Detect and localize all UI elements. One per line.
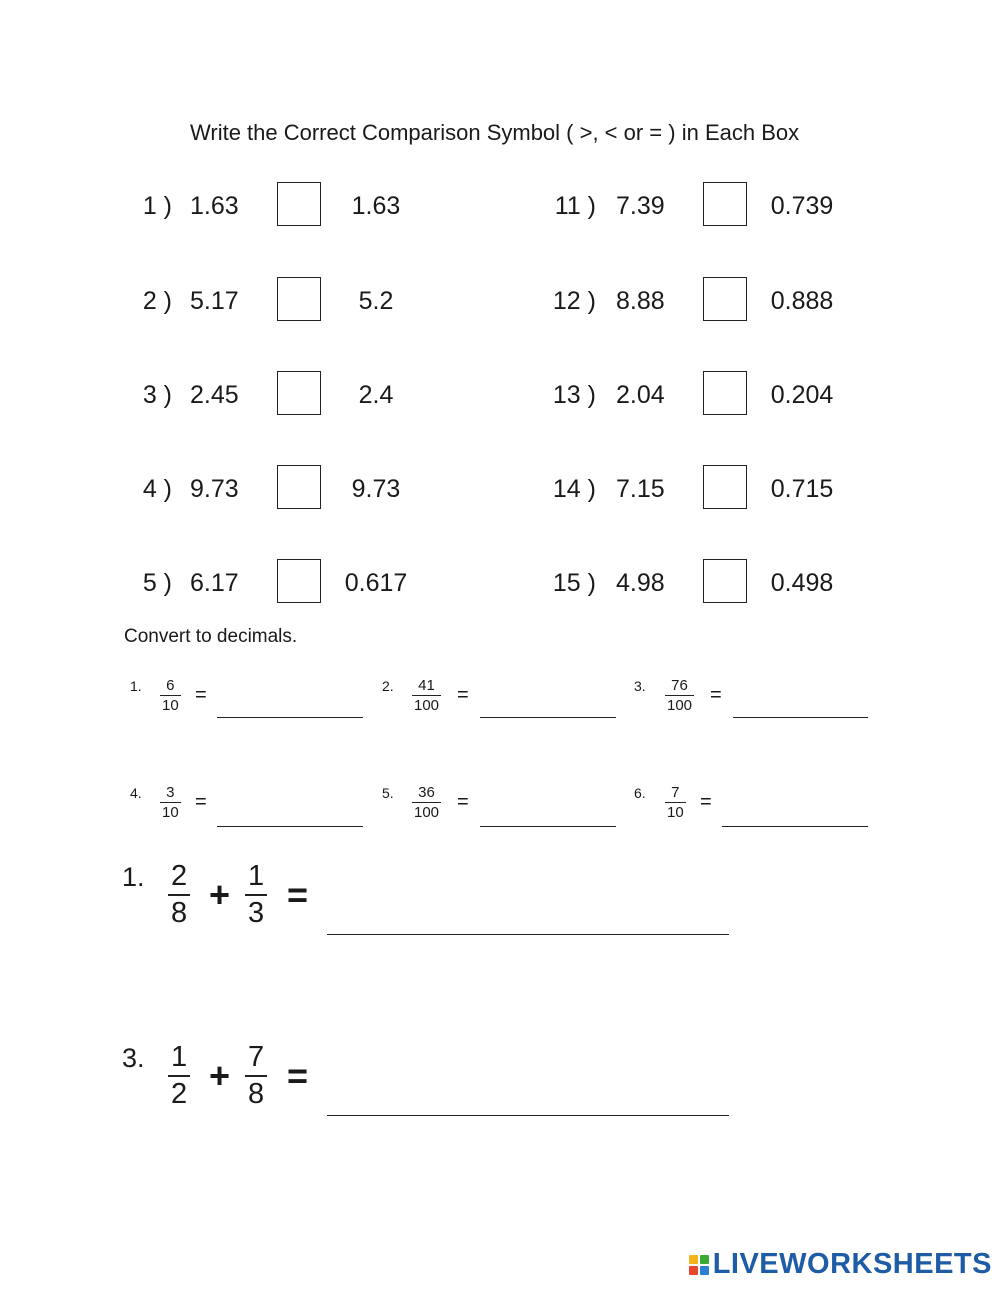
item-number: 5 ) [142, 569, 172, 597]
equals-sign: = [457, 684, 469, 706]
liveworksheets-logo [689, 1248, 992, 1281]
item-number: 14 ) [552, 475, 596, 503]
fraction [245, 862, 267, 928]
answer-box[interactable] [277, 465, 321, 509]
worksheet-title: Write the Correct Comparison Symbol ( >, < or = ) in Each Box [190, 120, 800, 145]
left-value: 4.98 [616, 569, 665, 597]
equals-sign: = [457, 791, 469, 813]
logo-text: LIVEWORKSHEETS [712, 1248, 992, 1280]
left-value: 5.17 [190, 287, 239, 315]
left-value: 7.39 [616, 192, 665, 220]
numerator: 7 [248, 1041, 265, 1073]
fraction [168, 862, 190, 928]
denominator: 8 [168, 894, 190, 928]
equals-sign: = [195, 791, 207, 813]
equals-sign: = [287, 1055, 309, 1096]
denominator: 100 [667, 697, 693, 714]
problem-number: 3. [122, 1043, 145, 1073]
numerator: 6 [166, 677, 175, 694]
answer-box[interactable] [703, 559, 747, 603]
logo-square [689, 1255, 698, 1264]
item-number: 13 ) [552, 381, 596, 409]
answer-line[interactable] [217, 717, 363, 718]
numerator: 2 [171, 860, 188, 892]
numerator: 36 [418, 784, 435, 801]
left-value: 9.73 [190, 475, 239, 503]
equals-sign: = [700, 791, 712, 813]
convert-item-number: 6. [634, 785, 646, 801]
logo-icon [689, 1255, 709, 1275]
fraction [412, 785, 441, 820]
left-value: 8.88 [616, 287, 665, 315]
fraction [665, 785, 686, 820]
answer-box[interactable] [703, 465, 747, 509]
left-value: 6.17 [190, 569, 239, 597]
answer-box[interactable] [703, 182, 747, 226]
right-value: 0.617 [344, 569, 408, 597]
right-value: 0.739 [770, 192, 834, 220]
fraction [160, 678, 181, 713]
logo-square [700, 1266, 709, 1275]
left-value: 2.04 [616, 381, 665, 409]
denominator: 10 [667, 804, 684, 821]
right-value: 9.73 [351, 475, 401, 503]
numerator: 3 [166, 784, 175, 801]
denominator: 8 [245, 1075, 267, 1109]
item-number: 2 ) [142, 287, 172, 315]
denominator: 10 [162, 697, 179, 714]
answer-line[interactable] [480, 826, 616, 827]
item-number: 1 ) [142, 192, 172, 220]
right-value: 1.63 [351, 192, 401, 220]
numerator: 41 [418, 677, 435, 694]
left-value: 1.63 [190, 192, 239, 220]
denominator: 2 [168, 1075, 190, 1109]
fraction [412, 678, 441, 713]
item-number: 3 ) [142, 381, 172, 409]
answer-box[interactable] [703, 277, 747, 321]
problem-number: 1. [122, 862, 145, 892]
logo-square [689, 1266, 698, 1275]
answer-box[interactable] [277, 371, 321, 415]
right-value: 0.204 [770, 381, 834, 409]
denominator: 10 [162, 804, 179, 821]
convert-section-label: Convert to decimals. [124, 626, 298, 647]
answer-line[interactable] [327, 1115, 729, 1116]
fraction [160, 785, 181, 820]
left-value: 7.15 [616, 475, 665, 503]
right-value: 2.4 [358, 381, 394, 409]
equals-sign: = [710, 684, 722, 706]
answer-line[interactable] [733, 717, 868, 718]
numerator: 76 [671, 677, 688, 694]
logo-square [700, 1255, 709, 1264]
denominator: 100 [414, 804, 440, 821]
right-value: 5.2 [358, 287, 394, 315]
numerator: 1 [171, 1041, 188, 1073]
right-value: 0.498 [770, 569, 834, 597]
answer-box[interactable] [703, 371, 747, 415]
numerator: 1 [248, 860, 265, 892]
fraction [665, 678, 694, 713]
item-number: 15 ) [552, 569, 596, 597]
item-number: 4 ) [142, 475, 172, 503]
denominator: 100 [414, 697, 440, 714]
plus-sign: + [209, 874, 231, 915]
denominator: 3 [245, 894, 267, 928]
answer-line[interactable] [722, 826, 868, 827]
convert-item-number: 4. [130, 785, 142, 801]
convert-item-number: 2. [382, 678, 394, 694]
numerator: 7 [671, 784, 680, 801]
plus-sign: + [209, 1055, 231, 1096]
convert-item-number: 1. [130, 678, 142, 694]
answer-line[interactable] [327, 934, 729, 935]
equals-sign: = [287, 874, 309, 915]
answer-line[interactable] [480, 717, 616, 718]
left-value: 2.45 [190, 381, 239, 409]
right-value: 0.888 [770, 287, 834, 315]
item-number: 11 ) [554, 192, 596, 220]
answer-box[interactable] [277, 559, 321, 603]
convert-item-number: 5. [382, 785, 394, 801]
equals-sign: = [195, 684, 207, 706]
answer-line[interactable] [217, 826, 363, 827]
answer-box[interactable] [277, 182, 321, 226]
item-number: 12 ) [552, 287, 596, 315]
answer-box[interactable] [277, 277, 321, 321]
fraction [245, 1043, 267, 1109]
convert-item-number: 3. [634, 678, 646, 694]
fraction [168, 1043, 190, 1109]
right-value: 0.715 [770, 475, 834, 503]
